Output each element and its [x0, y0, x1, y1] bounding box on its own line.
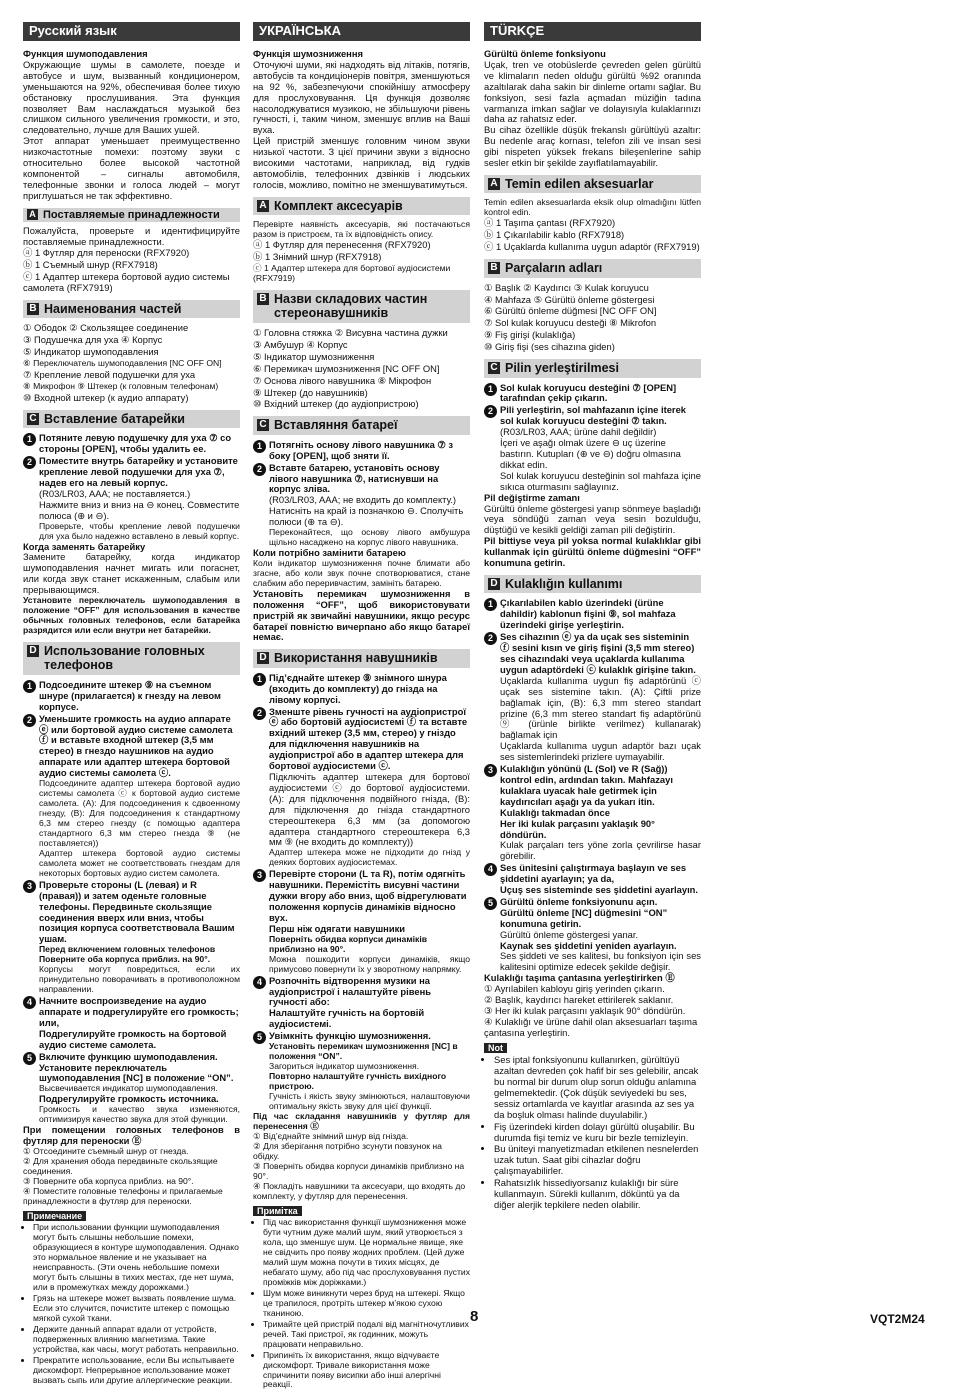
- noise-title: Функція шумозниження: [253, 48, 363, 59]
- section-intro: Перевірте наявність аксесуарів, які постачаються разом із пристроєм, та їх відповідність опису.: [253, 219, 470, 240]
- storage-heading: При помещении головных телефонов в футляр для переноски Ⓔ: [23, 1124, 240, 1147]
- part-item: ⑤ Індикатор шумозниження: [253, 350, 375, 362]
- step-detail: Повторно налаштуйте гучність вихідного пристрою.: [269, 1070, 447, 1091]
- paragraph: Замените батарейку, когда индикатор шумоподавления начнет мигать или погаснет, или когда звук станет искаженным, слабым или прерывающимся.: [23, 551, 240, 596]
- step-detail: Ses şiddeti ve ses kalitesi, bu fonksiyon için ses kalitesini optimize edecek şekilde değişir.: [500, 950, 701, 973]
- section-d-header: [484, 575, 701, 594]
- page-number: 8: [470, 1308, 479, 1325]
- step-text: Ses ünitesini çalıştırmaya başlayın ve ses şiddetini ayarlayın; ya da,: [500, 862, 687, 885]
- part-item: ① Başlık ② Kaydırıcı ③ Kulak koruyucu: [484, 281, 649, 293]
- accessory-item: ⓐ 1 Футляр для переноски (RFX7920): [23, 247, 190, 259]
- step-number-icon: 5: [23, 1052, 36, 1065]
- step-text: Pili yerleştirin, sol mahfazanın içine iterek sol kulak koruyucu desteğini ⑦ takın.: [500, 404, 687, 427]
- section-b-header: [253, 290, 470, 323]
- step-number-icon: 1: [484, 598, 497, 611]
- step-text: Gürültü önleme fonksiyonunu açın.: [500, 895, 658, 907]
- section-a-header: [484, 175, 701, 194]
- subheading: Pil değiştirme zamanı: [484, 491, 580, 503]
- part-item: ③ Подушечка для уха ④ Корпус: [23, 334, 163, 346]
- section-b-header: [23, 300, 240, 319]
- column-turkish: [484, 22, 701, 1212]
- step-detail: Высвечивается индикатор шумоподавления.: [39, 1083, 218, 1094]
- noise-title: Функция шумоподавления: [23, 48, 148, 59]
- step-4: [253, 976, 470, 1031]
- part-item: ⑩ Входной штекер (к аудио аппарату): [23, 391, 189, 403]
- step-detail: Адаптер штекера може не підходити до гнізд у деяких бортових аудіосистемах.: [269, 847, 470, 868]
- accessory-item: ⓒ 1 Адаптер штекера для бортової аудіосистеми (RFX7919): [253, 263, 451, 283]
- letter-a-icon: A: [488, 178, 500, 190]
- storage-item: ② Başlık, kaydırıcı hareket ettirilerek saklanır.: [484, 994, 674, 1006]
- storage-item: ③ Her iki kulak parçasını yaklaşık 90° döndürün.: [484, 1005, 686, 1016]
- step-detail: Her iki kulak parçasını yaklaşık 90° döndürün.: [500, 817, 655, 840]
- subheading: Коли потрібно замінити батарею: [253, 547, 406, 558]
- step-text: Uçuş ses sisteminde ses şiddetini ayarlayın.: [500, 884, 699, 896]
- step-detail: Громкость и качество звука изменяются, оптимизируя качество звука для этой функции.: [39, 1104, 240, 1125]
- step-detail: Uçaklarda kullanıma uygun adaptör bazı uçak ses sistemlerindeki prizlere uymayabilir.: [500, 740, 701, 763]
- note-item: • Припиніть їх використання, якщо відчуваєте дискомфорт. Тривале використання може спричинити появу висипки або інші алергічні реакції.: [263, 1351, 470, 1391]
- step-number-icon: 1: [23, 680, 36, 693]
- notes-list: [484, 1055, 701, 1211]
- step-1: [484, 383, 701, 405]
- paragraph: Gürültü önleme göstergesi yanıp sönmeye başladığı veya söndüğü zaman veya sesin bozulduğu, düştüğü ve kesikli geldiği zaman pili değiştirin.: [484, 502, 701, 536]
- section-title: Комплект аксесуарів: [274, 198, 403, 213]
- part-item: ① Ободок ② Скользящее соединение: [23, 322, 189, 334]
- step-detail: (R03/LR03, AAA; ürüne dahil değildir): [500, 426, 657, 438]
- lang-header: УКРАЇНСЬКА: [253, 22, 470, 41]
- section-a-header: [253, 197, 470, 216]
- step-text: Kulaklığın yönünü (L (Sol) ve R (Sağ)) kontrol edin, ardından takın. Mahfazayı kulaklara uyacak hale getirmek için kaydırıcıları aşağı ya da yukarı itin.: [500, 763, 673, 807]
- note-item: • Ses iptal fonksiyonunu kullanırken, gürültüyü azaltan devreden çok hafif bir ses gelebilir, ancak bu normal bir durum olup sorun olduğu anlamına gelmemektedir. (Çok düşük seviyedeki bu ses, sessiz ortamlarda ve kayıtlar arasında az ses ya da boşluk olması halinde duyulabilir.): [494, 1055, 701, 1120]
- column-ukrainian: [253, 22, 470, 1391]
- step-1: [23, 680, 240, 713]
- step-subheading: Перш ніж одягати навушники: [269, 922, 406, 934]
- letter-c-icon: C: [27, 413, 39, 425]
- lang-header: Русский язык: [23, 22, 240, 41]
- note-label: Not: [484, 1043, 507, 1053]
- step-text: Çıkarılabilen kablo üzerindeki (ürüne dahildir) kablonun fişini ⑨, sol mahfaza üzerindeki girişe yerleştirin.: [500, 597, 676, 631]
- note-item: • Прекратите использование, если Вы испытываете дискомфорт. Непрерывное использование может вызвать сыпь или другие аллергические реакции.: [33, 1356, 240, 1386]
- part-item: ⑥ Перемикач шумозниження [NC OFF ON]: [253, 362, 440, 374]
- note-item: • При использовании функции шумоподавления могут быть слышны небольшие помехи, образующиеся в контуре шумоподавления. Однако это нормальное явление и не указывает на неисправность. (Эти очень небольшие помехи могут быть слышны в тихих местах, где нет шума, или в промежутках между дорожками.): [33, 1223, 240, 1293]
- section-d-header: [253, 649, 470, 668]
- letter-b-icon: B: [257, 293, 269, 305]
- storage-item: ① Ayrılabilen kabloyu giriş yerinden çıkarın.: [484, 983, 665, 995]
- letter-b-icon: B: [488, 262, 500, 274]
- step-1: [23, 433, 240, 455]
- section-a-header: [23, 208, 240, 223]
- step-text: Включите функцию шумоподавления.: [39, 1050, 218, 1062]
- note-item: • Грязь на штекере может вызвать появление шума. Если это случится, почистите штекер с помощью мягкой сухой ткани.: [33, 1294, 240, 1324]
- part-item: ① Головна стяжка ② Висувна частина дужки: [253, 326, 448, 338]
- step-4: [23, 996, 240, 1051]
- step-number-icon: 2: [484, 405, 497, 418]
- step-number-icon: 5: [253, 1031, 266, 1044]
- step-detail: Kulak parçaları ters yöne zorla çevrilirse hasar görebilir.: [500, 839, 701, 862]
- step-text: Sol kulak koruyucu desteğini ⑦ [OPEN] tarafından çekip çıkarın.: [500, 381, 677, 404]
- step-text: Увімкніть функцію шумозниження.: [269, 1030, 431, 1042]
- step-detail: Гучність і якість звуку змінюються, налаштовуючи оптимальну якість звуку для цієї функції.: [269, 1090, 470, 1111]
- step-number-icon: 2: [253, 463, 266, 476]
- section-c-header: [23, 410, 240, 429]
- noise-paragraph: Окружающие шумы в самолете, поезде и автобусе и шум, вызванный кондиционером, уменьшаются на 92%, обеспечивая более тихую обстановку прослушивания. Эта функция позволяет Вам наслаждаться музыкой без слишком сильного увеличения громкости, и это, следовательно, лучше для Ваших ушей.: [23, 58, 240, 136]
- section-c-header: [253, 416, 470, 435]
- step-text: Поместите внутрь батарейку и установите крепление левой подушечки для уха ⑦, надев его на левый корпус.: [39, 455, 238, 488]
- accessory-item: ⓐ 1 Taşıma çantası (RFX7920): [484, 217, 616, 229]
- step-number-icon: 4: [484, 863, 497, 876]
- section-b-header: [484, 259, 701, 278]
- section-title: Pilin yerleştirilmesi: [505, 361, 619, 376]
- step-detail: Проверьте, чтобы крепление левой подушечки для уха было надежно вставлено в левый корпус.: [39, 520, 240, 541]
- note-item: • Шум може виникнути через бруд на штекері. Якщо це трапилося, протріть штекер м’якою сухою тканиною.: [263, 1289, 470, 1319]
- step-text: Розпочніть відтворення музики на аудіопристрої і налаштуйте рівень гучності або:: [269, 974, 432, 1008]
- step-text: Потяните левую подушечку для уха ⑦ со стороны [OPEN], чтобы удалить ее.: [39, 432, 232, 455]
- part-item: ⑩ Вхідний штекер (до аудіопристрою): [253, 398, 419, 410]
- step-number-icon: 1: [23, 433, 36, 446]
- step-text: Зменште рівень гучності на аудіопристрої ⓔ або бортовій аудіосистемі ⓕ та вставте вхідний штекер (3,5 мм, стерео) у гніздо для підключення навушників на аудіопристрої або в адаптер штекера для бортової аудіосистеми ⓒ.: [269, 705, 468, 772]
- accessory-item: ⓑ 1 Знімний шнур (RFX7918): [253, 251, 382, 263]
- step-number-icon: 4: [253, 976, 266, 989]
- subheading: Когда заменять батарейку: [23, 540, 146, 552]
- step-number-icon: 2: [484, 632, 497, 645]
- note-label: Примітка: [253, 1206, 302, 1216]
- step-number-icon: 3: [23, 880, 36, 893]
- storage-item: ④ Покладіть навушники та аксесуари, що входять до комплекту, у футляр для перенесення.: [253, 1180, 466, 1201]
- step-text: Начните воспроизведение на аудио аппарате и подрегулируйте его громкость; или,: [39, 995, 239, 1028]
- step-detail: Загориться індикатор шумозниження.: [269, 1060, 420, 1071]
- storage-item: ③ Поверніть обидва корпуси динаміків приблизно на 90°.: [253, 1160, 465, 1181]
- letter-d-icon: D: [257, 652, 269, 664]
- step-text: Потягніть основу лівого навушника ⑦ з боку [OPEN], щоб зняти її.: [269, 438, 454, 461]
- storage-heading: Під час складання навушників у футляр для перенесення Ⓔ: [253, 1110, 470, 1131]
- part-item: ⑦ Sol kulak koruyucu desteği ⑧ Mikrofon: [484, 317, 657, 329]
- step-detail: Kaynak ses şiddetini yeniden ayarlayın.: [500, 939, 677, 951]
- section-intro: Пожалуйста, проверьте и идентифицируйте поставляемые принадлежности.: [23, 225, 240, 248]
- section-title: Наименования частей: [44, 301, 182, 316]
- step-detail: Підключіть адаптер штекера для бортової аудіосистеми ⓒ до бортової аудіосистеми. (A): для підключення подвійного гнізда, (B): для підключення до гнізда стандартного стереоштекера 6,3 мм (за допомогою адаптера стандартного стереоштекера 6,3 мм ⑨ (не входить до комплекту)): [269, 771, 470, 848]
- letter-c-icon: C: [488, 362, 500, 374]
- accessory-item: ⓑ 1 Съемный шнур (RFX7918): [23, 259, 158, 271]
- step-1: [253, 673, 470, 706]
- accessory-item: ⓒ 1 Uçaklarda kullanıma uygun adaptör (RFX7919): [484, 241, 700, 253]
- step-detail: Uçaklarda kullanıma uygun fiş adaptörünü ⓒ uçak ses sistemine takın. (A): Çiftli prize bağlamak için, (B): 6,3 mm stereo standart prizine (6,3 mm stereo standart fiş adaptörünü ⑨ (ürünle birlikte verilmez) kullanarak) bağlamak için: [500, 674, 701, 741]
- accessory-item: ⓐ 1 Футляр для перенесення (RFX7920): [253, 239, 431, 251]
- step-detail: Подсоедините адаптер штекера бортовой аудио системы самолета ⓒ к бортовой аудио системе самолета. (A): Для подсоединения к сдвоенному гнезду, (B): Для подсоединения к стандартному 6,3 мм стерео гнезду (с помощью адаптера стандартного 6,3 мм стерео гнезда ⑨ (не поставляется)): [39, 778, 240, 848]
- noise-paragraph: Uçak, tren ve otobüslerde çevreden gelen gürültü ve klimaların neden olduğu gürültü %92 oranında azaltılarak daha sakin bir dinleme ortamı sağlar. Bu fonksiyon, sesi fazla açmadan müziğin tadına varmanıza imkan sağlar ve dolayısıyla kulaklarınızı daha az rahatsız eder.: [484, 58, 701, 125]
- letter-d-icon: D: [27, 645, 39, 657]
- step-2: [253, 463, 470, 548]
- step-detail: Натисніть на край із позначкою ⊖. Сполучіть полюси (⊕ та ⊖).: [269, 505, 464, 528]
- step-text: Подсоедините штекер ⑨ на съемном шнуре (прилагается) к гнезду на левом корпусе.: [39, 678, 221, 712]
- warning-text: Pil bittiyse veya pil yoksa normal kulaklıklar gibi kullanmak için gürültü önleme düğmesini “OFF” konumuna getirin.: [484, 535, 701, 569]
- note-item: • Rahatsızlık hissediyorsanız kulaklığı bir süre kullanmayın. Sürekli kullanım, döküntü ya da diğer alerjik tepkilere neden olabilir.: [494, 1178, 701, 1211]
- noise-paragraph: Bu cihaz özellikle düşük frekanslı gürültüyü azaltır: Bu nedenle araç kornası, telefon zili ve insan sesi gibi nispeten yüksek frekans bileşenlerine sahip sesler etkin bir şekilde zayıflatılamayabilir.: [484, 124, 701, 169]
- step-2: [253, 707, 470, 869]
- section-title: Назви складових частин стереонавушників: [274, 291, 428, 321]
- noise-paragraph: Этот аппарат уменьшает преимущественно низкочастотные помехи: поэтому звуки с относительно более высокой частотной компонентой – сигналы автомобиля, телефонные звонки и голоса людей – могут приглушаться не так эффективно.: [23, 135, 240, 201]
- warning-text: Установіть перемикач шумозниження в положення “OFF”, щоб використовувати пристрій як звичайні навушники, якщо ресурс батареї повністю вичерпано або якщо батареї немає.: [253, 587, 470, 643]
- step-detail: Можна пошкодити корпуси динаміків, якщо примусово повернути їх у зворотному напрямку.: [269, 953, 470, 974]
- step-detail: Установіть перемикач шумозниження [NC] в положення “ON”.: [269, 1041, 458, 1061]
- part-item: ⑦ Основа лівого навушника ⑧ Мікрофон: [253, 374, 432, 386]
- step-5: [484, 897, 701, 973]
- step-detail: İçeri ve aşağı olmak üzere ⊖ uç üzerine bastırın. Kutupları (⊕ ve ⊖) doğru olmasına dikkat edin.: [500, 437, 681, 470]
- step-number-icon: 2: [253, 707, 266, 720]
- storage-item: ③ Поверните оба корпуса приблиз. на 90°.: [23, 1175, 194, 1186]
- document-code: VQT2M24: [870, 1312, 925, 1326]
- section-title: Kulaklığın kullanımı: [505, 576, 623, 591]
- step-number-icon: 5: [484, 897, 497, 910]
- step-text: Подрегулируйте громкость на бортовой аудио системе самолета.: [39, 1027, 227, 1050]
- storage-heading: Kulaklığı taşıma çantasına yerleştirirken Ⓔ: [484, 972, 675, 984]
- section-title: Использование головных телефонов: [44, 643, 205, 673]
- section-c-header: [484, 359, 701, 378]
- step-detail: Sol kulak koruyucu desteğinin sol mahfaza içine sıkıca oturmasını sağlayınız.: [500, 469, 701, 492]
- step-detail: Поверните оба корпуса приблиз. на 90°.: [39, 954, 211, 965]
- note-item: • Держите данный аппарат вдали от устройств, подверженных влиянию магнетизма. Такие устройства, как часы, могут работать неправильно.: [33, 1325, 240, 1355]
- section-title: Поставляемые принадлежности: [43, 208, 220, 221]
- part-item: ⑤ Индикатор шумоподавления: [23, 346, 159, 358]
- step-detail: Установите переключатель шумоподавления [NC] в положение “ON”.: [39, 1061, 234, 1084]
- lang-header: TÜRKÇE: [484, 22, 701, 41]
- note-item: • Bu üniteyi manyetizmadan etkilenen nesnelerden uzak tutun. Saat gibi cihazlar doğru çalışmayabilirler.: [494, 1144, 701, 1177]
- step-number-icon: 1: [484, 383, 497, 396]
- part-item: ⑦ Крепление левой подушечки для уха: [23, 369, 196, 381]
- part-item: ④ Mahfaza ⑤ Gürültü önleme göstergesi: [484, 293, 655, 305]
- step-number-icon: 1: [253, 673, 266, 686]
- step-number-icon: 3: [253, 869, 266, 882]
- part-item: ⑩ Giriş fişi (ses cihazına giden): [484, 341, 615, 353]
- letter-c-icon: C: [257, 419, 269, 431]
- storage-item: ④ Поместите головные телефоны и прилагаемые принадлежности в футляр для переноски.: [23, 1185, 223, 1206]
- noise-title: Gürültü önleme fonksiyonu: [484, 48, 606, 59]
- step-5: [23, 1052, 240, 1126]
- section-title: Вставление батарейки: [44, 411, 185, 426]
- step-text: Ses cihazının ⓔ ya da uçak ses sisteminin ⓕ sesini kısın ve giriş fişini (3,5 mm stereo) ses cihazındaki veya uçaklarda kullanıma uygun adaptördeki ⓒ kulaklık girişine takın.: [500, 631, 696, 675]
- step-detail: Корпусы могут повредиться, если их принудительно поворачивать в противоположном направлении.: [39, 964, 240, 995]
- step-subheading: Перед включением головных телефонов: [39, 944, 216, 955]
- section-d-header: [23, 642, 240, 675]
- step-2: [484, 632, 701, 763]
- step-1: [253, 440, 470, 462]
- step-3: [23, 880, 240, 995]
- paragraph: Коли індикатор шумозниження почне блимати або згасне, або коли звук почне спотворюватися, стане слабким або переривчастим, замініть батарею.: [253, 557, 470, 588]
- step-number-icon: 4: [23, 996, 36, 1009]
- part-item: ⑨ Fiş girişi (kulaklığa): [484, 329, 576, 341]
- accessory-item: ⓒ 1 Адаптер штекера бортовой аудио системы самолета (RFX7919): [23, 271, 230, 293]
- part-item: ⑥ Переключатель шумоподавления [NC OFF ON]: [23, 358, 222, 369]
- note-item: • Fiş üzerindeki kirden dolayı gürültü oluşabilir. Bu durumda fişi temiz ve kuru bir bezle temizleyin.: [494, 1122, 701, 1144]
- noise-paragraph: Цей пристрій зменшує головним чином звуки низької частоти. З цієї причини звуки з відносно високими частотами, наприклад, від гудків автомобілів, телефонних дзвінків і людських голосів, можливо, помітно не зменшуватимуться.: [253, 135, 470, 190]
- step-3: [253, 869, 470, 974]
- storage-item: ② Для зберігання потрібно зсунути повзунок на обідку.: [253, 1140, 442, 1161]
- note-item: • Тримайте цей пристрій подалі від магнітночутливих речей. Такі пристрої, як годинник, можуть працювати неправильно.: [263, 1320, 470, 1350]
- note-item: • Під час використання функції шумозниження може бути чутним дуже малий шум, який утворюється з кола, що зменшує шум. Це нормальне явище, яке не свідчить про появу жодних проблем. (Цей дуже малий шум можна почути в тихих місцях, де небагато шуму, або під час прослуховування пустих проміжків між доріжками.): [263, 1218, 470, 1288]
- step-detail: Gürültü önleme [NC] düğmesini “ON” konumuna getirin.: [500, 906, 668, 929]
- step-detail: Переконайтеся, що основу лівого амбушура щільно насаджено на корпус лівого навушника.: [269, 527, 470, 548]
- step-2: [484, 405, 701, 492]
- step-text: Уменьшите громкость на аудио аппарате ⓔ или бортовой аудио системе самолета ⓕ и вставьте входной штекер (3,5 мм стерео) в гнездо наушников на аудио аппарате или адаптер штекера бортовой аудио системы самолета ⓒ.: [39, 712, 233, 779]
- accessory-item: ⓑ 1 Çıkarılabilir kablo (RFX7918): [484, 229, 625, 241]
- letter-a-icon: A: [257, 200, 269, 212]
- step-text: Вставте батарею, установіть основу лівого навушника ⑦, натиснувши на корпус зліва.: [269, 461, 440, 495]
- step-4: [484, 863, 701, 896]
- section-title: Використання навушників: [274, 651, 438, 666]
- step-number-icon: 2: [23, 714, 36, 727]
- step-number-icon: 3: [484, 764, 497, 777]
- storage-item: ① Отсоедините съемный шнур от гнезда.: [23, 1145, 189, 1156]
- letter-d-icon: D: [488, 578, 500, 590]
- step-detail: Подрегулируйте громкость источника.: [39, 1093, 219, 1105]
- step-text: Під’єднайте штекер ⑨ знімного шнура (входить до комплекту) до гнізда на лівому корпусі.: [269, 671, 447, 705]
- step-detail: Поверніть обидва корпуси динаміків приблизно на 90°.: [269, 933, 428, 954]
- warning-text: Установите переключатель шумоподавления в положение “OFF” для использования в качестве обычных головных телефонов, если батарейка разрядится или если внутри нет батарейки.: [23, 595, 240, 635]
- section-title: Parçaların adları: [505, 261, 603, 276]
- storage-item: ② Для хранения обода передвиньте скользящие соединения.: [23, 1155, 218, 1176]
- part-item: ③ Амбушур ④ Корпус: [253, 338, 348, 350]
- step-detail: (R03/LR03, AAA; не поставляется.): [39, 487, 191, 499]
- step-2: [23, 456, 240, 541]
- step-detail: Gürültü önleme göstergesi yanar.: [500, 928, 639, 940]
- step-text: Налаштуйте гучність на бортовій аудіосистемі.: [269, 1007, 425, 1030]
- letter-a-icon: A: [27, 209, 38, 220]
- part-item: ⑥ Gürültü önleme düğmesi [NC OFF ON]: [484, 305, 657, 317]
- storage-item: ① Від’єднайте знімний шнур від гнізда.: [253, 1130, 409, 1141]
- step-text: Проверьте стороны (L (левая) и R (правая)) и затем оденьте головные телефоны. Передвиньте скользящие соединения вверх или вниз, чтобы позиция корпуса соответствовала Вашим ушам.: [39, 878, 235, 945]
- step-number-icon: 2: [23, 456, 36, 469]
- part-item: ⑧ Микрофон ⑨ Штекер (к головным телефонам): [23, 380, 219, 391]
- step-1: [484, 598, 701, 631]
- step-5: [253, 1031, 470, 1112]
- notes-list: [253, 1218, 470, 1390]
- section-title: Вставляння батареї: [274, 418, 398, 433]
- step-detail: (R03/LR03, AAA; не входить до комплекту.): [269, 494, 457, 506]
- part-item: ⑨ Штекер (до навушників): [253, 386, 368, 398]
- noise-paragraph: Оточуючі шуми, які надходять від літаків, потягів, автобусів та кондиціонерів повітря, зменшуються на 92 %, забезпечуючи спокійнішу атмосферу для прослуховування. Ця функція дозволяє насолоджуватися музикою, не збільшуючи рівень гучності, і, таким чином, зменшує вплив на Ваші вуха.: [253, 58, 470, 136]
- step-2: [23, 714, 240, 879]
- step-detail: Адаптер штекера бортовой аудио системы самолета может не соответствовать гнездам для некоторых бортовых аудио систем самолета.: [39, 847, 240, 878]
- section-title: Temin edilen aksesuarlar: [505, 176, 654, 191]
- storage-item: ④ Kulaklığı ve ürüne dahil olan aksesuarları taşıma çantasına yerleştirin.: [484, 1015, 698, 1038]
- column-russian: [23, 22, 240, 1387]
- note-label: Примечание: [23, 1211, 86, 1221]
- step-3: [484, 764, 701, 862]
- step-subheading: Kulaklığı takmadan önce: [500, 806, 610, 818]
- step-detail: Нажмите вниз и вниз на ⊖ конец. Совместите полюса (⊕ и ⊖).: [39, 498, 240, 521]
- notes-list: [23, 1223, 240, 1386]
- step-text: Перевірте сторони (L та R), потім одягніть навушники. Перемістіть висувні частини дужки вгору або вниз, щоб відрегулювати положення корпусів динаміків відносно вух.: [269, 868, 467, 923]
- section-intro: Temin edilen aksesuarlarda eksik olup olmadığını lütfen kontrol edin.: [484, 197, 701, 218]
- letter-b-icon: B: [27, 303, 39, 315]
- step-number-icon: 1: [253, 440, 266, 453]
